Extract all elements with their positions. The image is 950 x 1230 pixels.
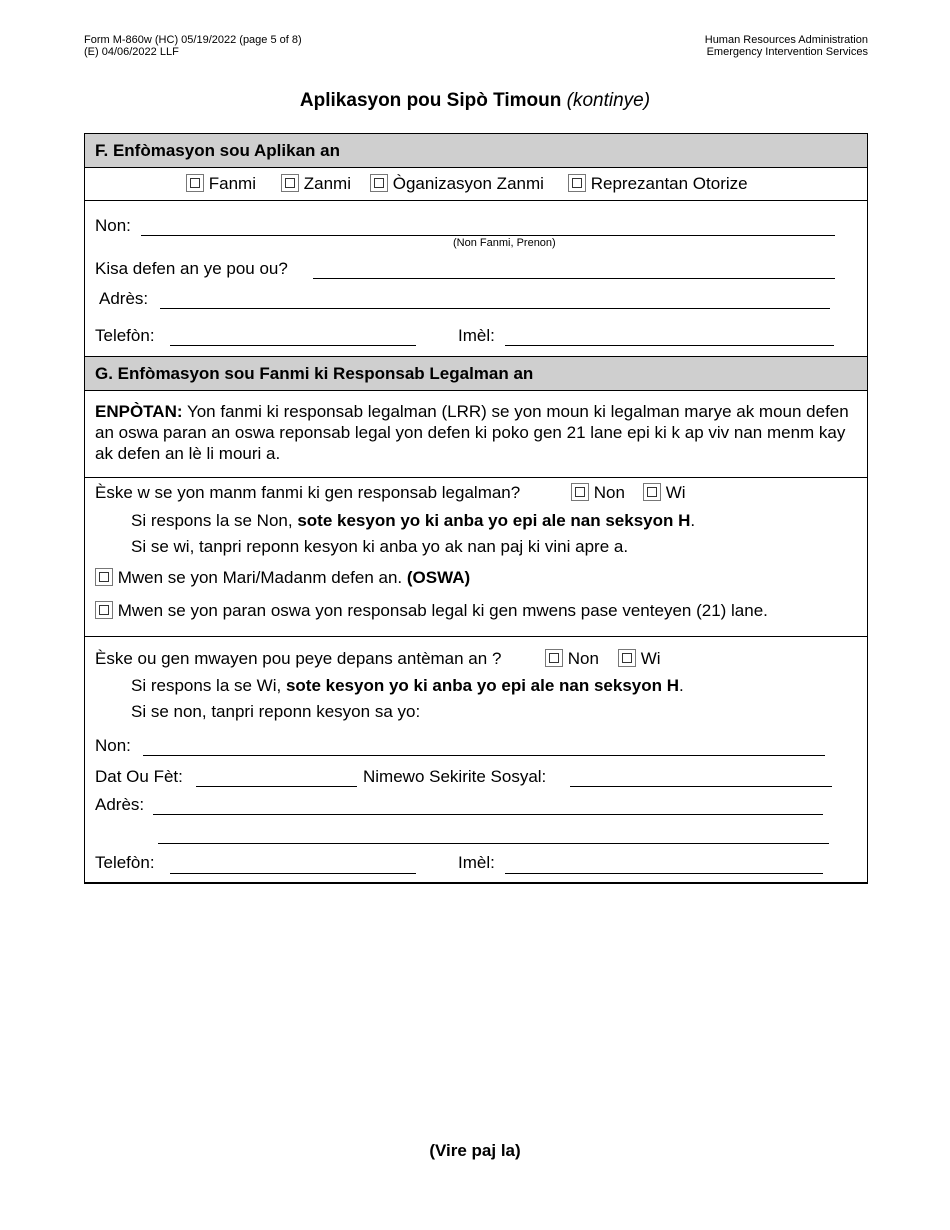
relationship-field[interactable] bbox=[313, 278, 835, 279]
lrr-yes-option[interactable]: Wi bbox=[643, 483, 686, 503]
checkbox-icon[interactable] bbox=[568, 174, 586, 192]
funeral-payment-question bbox=[85, 637, 867, 882]
phone-field[interactable] bbox=[170, 345, 416, 346]
applicant-type-row bbox=[85, 168, 867, 201]
lrr-address-field[interactable] bbox=[153, 814, 823, 815]
name-hint: (Non Fanmi, Prenon) bbox=[453, 237, 556, 249]
checkbox-icon[interactable] bbox=[643, 483, 661, 501]
checkbox-icon[interactable] bbox=[545, 649, 563, 667]
payment-yes-option[interactable]: Wi bbox=[618, 649, 661, 669]
title-suffix: (kontinye) bbox=[566, 90, 651, 111]
payment-if-no: Si se non, tanpri reponn kesyon sa yo: bbox=[131, 702, 421, 721]
application-form bbox=[84, 133, 868, 884]
lrr-if-no: Si respons la se Non, sote kesyon yo ki anba yo epi ale nan seksyon H. bbox=[131, 511, 696, 530]
phone-label: Telefòn: bbox=[95, 326, 155, 345]
lrr-email-label: Imèl: bbox=[458, 853, 495, 872]
important-label: ENPÒTAN: bbox=[95, 402, 183, 421]
lrr-if-yes: Si se wi, tanpri reponn kesyon ki anba yo ak nan paj ki vini apre a. bbox=[131, 537, 629, 556]
lrr-no-option[interactable]: Non bbox=[571, 483, 625, 503]
section-g-heading: G. Enfòmasyon sou Fanmi ki Responsab Legalman an bbox=[85, 357, 867, 391]
checkbox-icon[interactable] bbox=[571, 483, 589, 501]
checkbox-icon[interactable] bbox=[618, 649, 636, 667]
agency-name: Human Resources Administration bbox=[704, 34, 868, 46]
email-label: Imèl: bbox=[458, 326, 495, 345]
name-field[interactable] bbox=[141, 235, 835, 236]
address-field[interactable] bbox=[160, 308, 830, 309]
payment-no-option[interactable]: Non bbox=[545, 649, 599, 669]
lrr-phone-label: Telefòn: bbox=[95, 853, 155, 872]
dob-field[interactable] bbox=[196, 786, 357, 787]
option-family[interactable]: Fanmi bbox=[186, 174, 256, 194]
payment-question-text: Èske ou gen mwayen pou peye depans antèman an ? bbox=[95, 649, 502, 668]
important-note bbox=[85, 391, 867, 478]
relationship-label: Kisa defen an ye pou ou? bbox=[95, 259, 288, 278]
turn-page-note: (Vire paj la) bbox=[429, 1141, 521, 1160]
checkbox-icon[interactable] bbox=[95, 568, 113, 586]
section-f-heading: F. Enfòmasyon sou Aplikan an bbox=[85, 134, 867, 168]
payment-if-yes: Si respons la se Wi, sote kesyon yo ki anba yo epi ale nan seksyon H. bbox=[131, 676, 684, 695]
lrr-question bbox=[85, 478, 867, 637]
form-number: Form M-860w (HC) 05/19/2022 (page 5 of 8) bbox=[84, 34, 302, 46]
page-title bbox=[0, 90, 950, 112]
lrr-address-label: Adrès: bbox=[95, 795, 145, 814]
option-friend[interactable]: Zanmi bbox=[281, 174, 351, 194]
form-revision: (E) 04/06/2022 LLF bbox=[84, 46, 179, 58]
checkbox-icon[interactable] bbox=[370, 174, 388, 192]
title-main: Aplikasyon pou Sipò Timoun bbox=[299, 90, 562, 111]
option-friend-org[interactable]: Òganizasyon Zanmi bbox=[370, 174, 544, 194]
applicant-info bbox=[85, 201, 867, 357]
email-field[interactable] bbox=[505, 345, 834, 346]
checkbox-icon[interactable] bbox=[281, 174, 299, 192]
checkbox-icon[interactable] bbox=[186, 174, 204, 192]
option-authorized-rep[interactable]: Reprezantan Otorize bbox=[568, 174, 748, 194]
name-label: Non: bbox=[95, 216, 131, 235]
lrr-email-field[interactable] bbox=[505, 873, 823, 874]
form-id bbox=[84, 34, 302, 58]
spouse-option[interactable]: Mwen se yon Mari/Madanm defen an. (OSWA) bbox=[95, 568, 470, 588]
lrr-name-label: Non: bbox=[95, 736, 131, 755]
lrr-question-text: Èske w se yon manm fanmi ki gen responsab legalman? bbox=[95, 483, 521, 502]
address-label: Adrès: bbox=[99, 289, 149, 308]
lrr-phone-field[interactable] bbox=[170, 873, 416, 874]
parent-option[interactable]: Mwen se yon paran oswa yon responsab legal ki gen mwens pase venteyen (21) lane. bbox=[95, 601, 768, 621]
agency-division: Emergency Intervention Services bbox=[706, 46, 868, 58]
checkbox-icon[interactable] bbox=[95, 601, 113, 619]
important-text: Yon fanmi ki responsab legalman (LRR) se yon moun ki legalman marye ak moun defen an oswa paran an oswa reponsab legal yon defen ki poko gen 21 lane epi ki k ap viv nan menm kay ak defen an lè li mouri a. bbox=[95, 402, 849, 463]
dob-label: Dat Ou Fèt: bbox=[95, 767, 183, 786]
ssn-field[interactable] bbox=[570, 786, 832, 787]
ssn-label: Nimewo Sekirite Sosyal: bbox=[363, 767, 547, 786]
lrr-address-field-2[interactable] bbox=[158, 843, 829, 844]
agency bbox=[705, 34, 868, 58]
lrr-name-field[interactable] bbox=[143, 755, 825, 756]
